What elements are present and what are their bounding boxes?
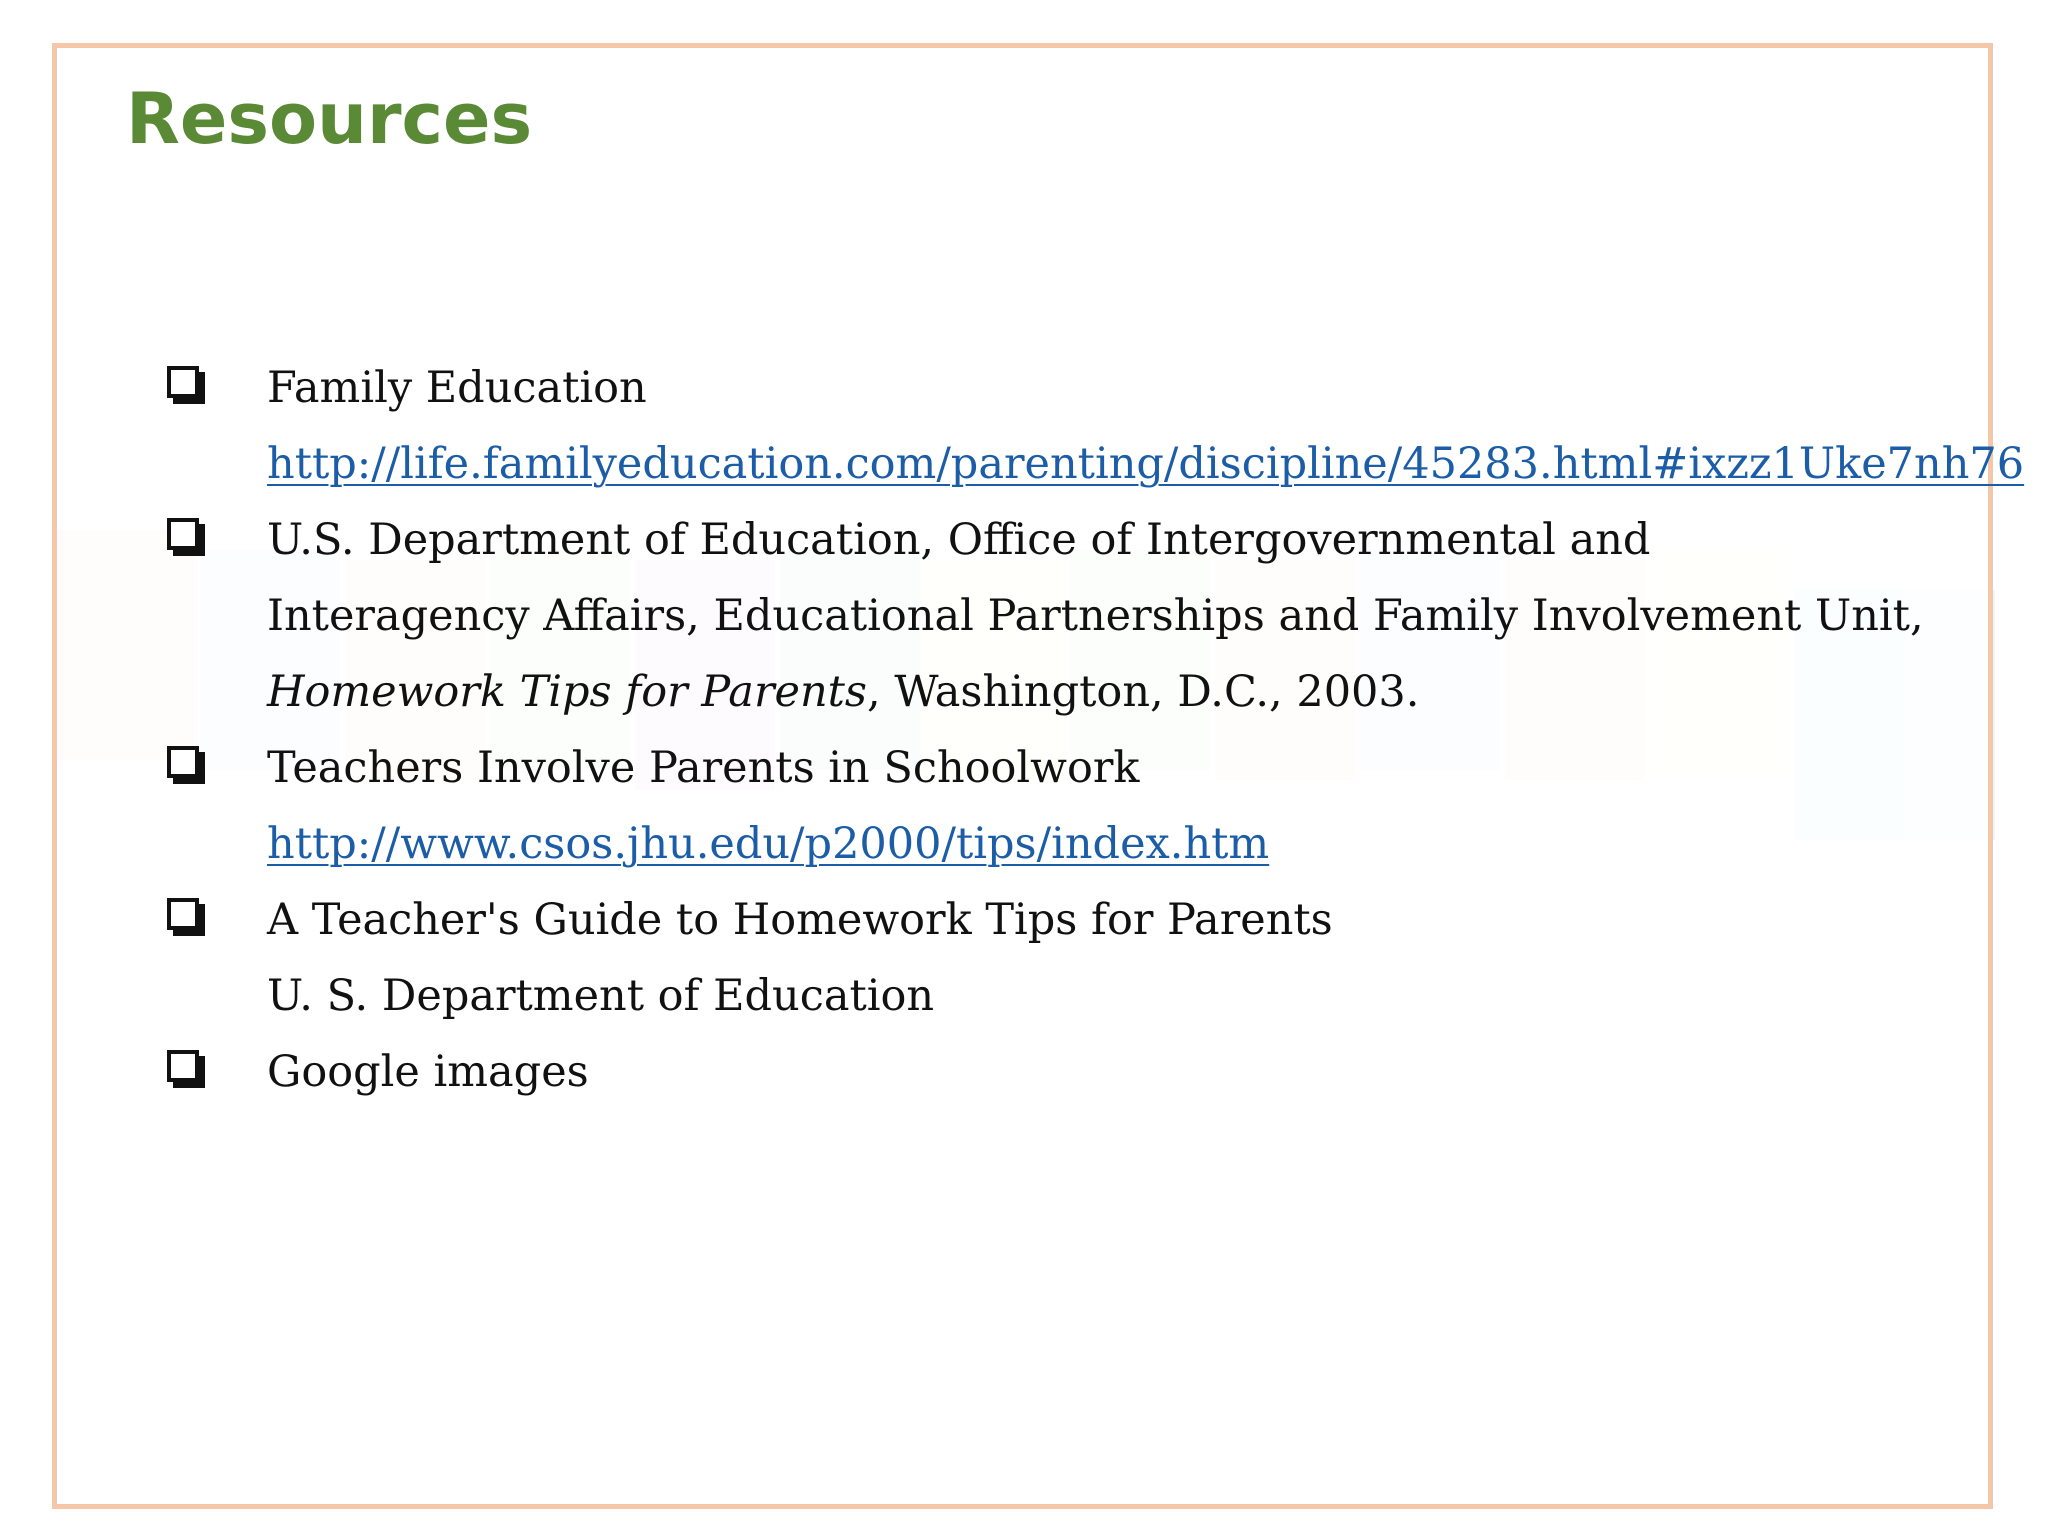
resource-name: Teachers Involve Parents in Schoolwork	[267, 743, 1140, 793]
resource-subline: U. S. Department of Education	[267, 971, 935, 1021]
list-item	[164, 1034, 1924, 1110]
resource-name: A Teacher's Guide to Homework Tips for Parents	[267, 895, 1333, 945]
list-item	[164, 882, 1924, 1034]
citation-tail: , Washington, D.C., 2003.	[866, 667, 1420, 717]
resource-name: Family Education	[267, 363, 647, 413]
list-item	[164, 502, 1924, 730]
checkbox-bullet-icon	[167, 1050, 199, 1082]
resource-name: Google images	[267, 1047, 589, 1097]
checkbox-bullet-icon	[167, 746, 199, 778]
resource-link[interactable]: http://www.csos.jhu.edu/p2000/tips/index.htm	[267, 819, 1270, 869]
citation-lead: U.S. Department of Education, Office of Intergovernmental and Interagency Affairs, Educational Partnerships and Family Involvement Unit,	[267, 515, 1924, 641]
list-item	[164, 350, 2025, 502]
citation-title: Homework Tips for Parents	[267, 667, 867, 717]
checkbox-bullet-icon	[167, 898, 199, 930]
checkbox-bullet-icon	[167, 518, 199, 550]
checkbox-bullet-icon	[167, 366, 199, 398]
resource-link[interactable]: http://life.familyeducation.com/parenting/discipline/45283.html#ixzz1Uke7nh76	[267, 439, 2025, 489]
list-item	[164, 730, 1924, 882]
resource-list	[164, 350, 2025, 1110]
page-title: Resources	[126, 78, 533, 160]
